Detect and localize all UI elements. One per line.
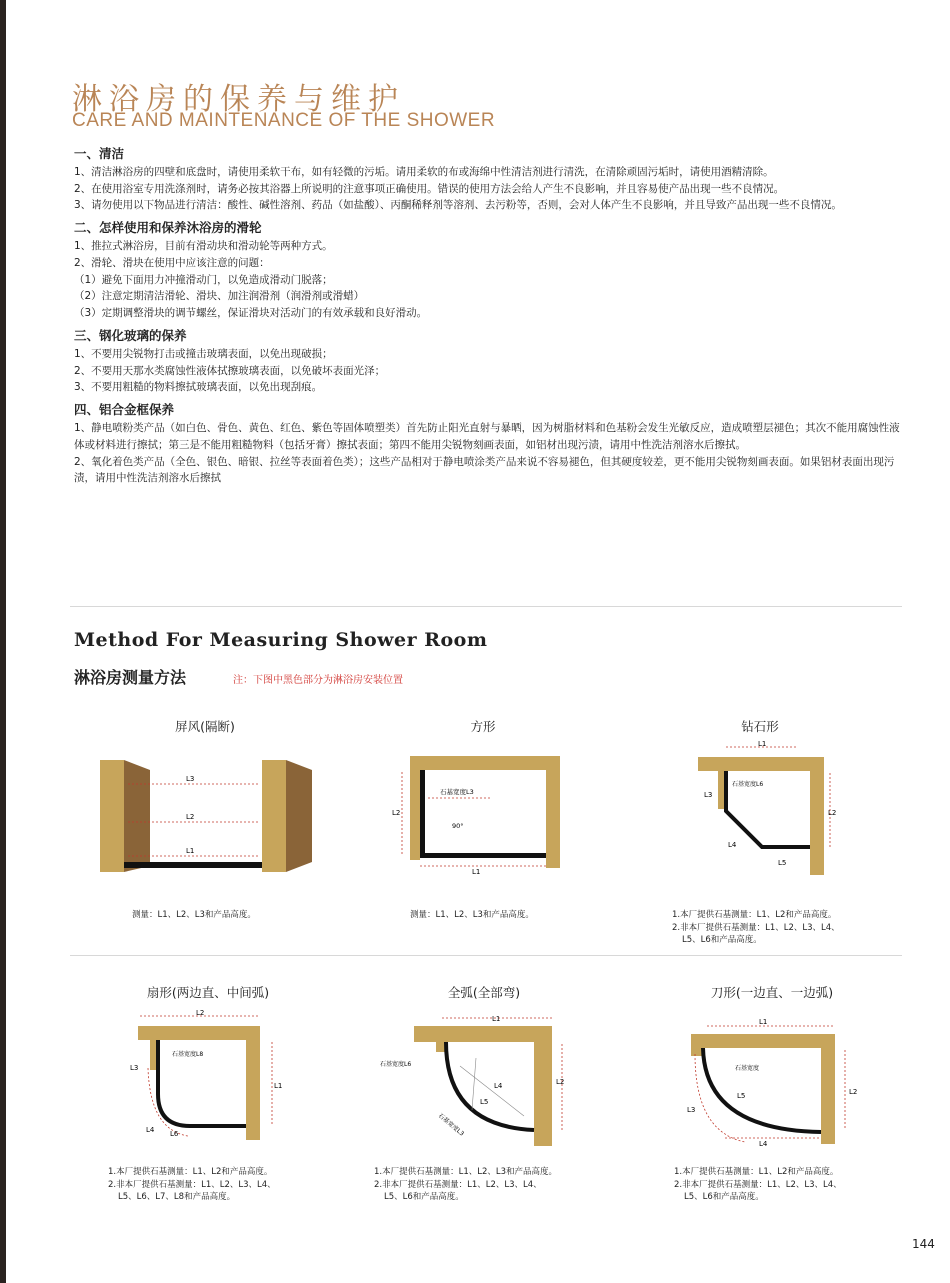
dim-label: L2 (556, 1078, 565, 1086)
dim-label: L3 (704, 791, 713, 799)
paragraph: 1、清洁淋浴房的四壁和底盘时，请使用柔软干布，如有轻微的污垢。请用柔软的布或海绵中性清洁剂进行清洗，在清除顽固污垢时，请使用酒精清除。 (74, 165, 774, 178)
dim-label: L5 (480, 1098, 489, 1106)
paragraph: 3、不要用粗糙的物料擦拭玻璃表面，以免出现刮痕。 (74, 381, 323, 394)
page-title-en: CARE AND MAINTENANCE OF THE SHOWER (72, 110, 496, 131)
care-text-body (74, 140, 900, 487)
caption-line: L5、L6和产品高度。 (682, 935, 762, 945)
diagram-title-diamond: 钻石形 (741, 719, 779, 734)
dim-label: 石基宽度L3 (436, 1112, 466, 1138)
paragraph: 1、推拉式淋浴房，目前有滑动块和滑动轮等两种方式。 (74, 239, 333, 252)
section-heading: 四、铝合金框保养 (74, 402, 175, 418)
caption-line: 1.本厂提供石基测量：L1、L2和产品高度。 (672, 910, 837, 920)
caption-line: 测量：L1、L2、L3和产品高度。 (410, 910, 534, 920)
caption-line: L5、L6和产品高度。 (684, 1192, 764, 1202)
diagram-fan (126, 1006, 286, 1146)
measure-note: 注：下图中黑色部分为淋浴房安装位置 (233, 675, 403, 686)
page-number: 144 (912, 1237, 935, 1251)
diagram-caption (108, 1166, 276, 1204)
dim-label: L1 (186, 847, 195, 855)
dim-label: L1 (758, 740, 767, 748)
diagram-title-square: 方形 (470, 719, 496, 734)
paragraph: 1、不要用尖锐物打击或撞击玻璃表面，以免出现破损； (74, 347, 333, 360)
diagram-screen (98, 752, 318, 878)
dim-label: L1 (472, 868, 481, 876)
dim-label: 90° (452, 822, 464, 830)
diagram-caption (132, 909, 256, 922)
paragraph: （1）避免下面用力冲撞滑动门，以免造成滑动门脱落； (74, 273, 333, 286)
diagram-caption (410, 909, 534, 922)
paragraph: 2、氧化着色类产品（全色、银色、暗银、拉丝等表面着色类）；这些产品相对于静电喷涂类产品来说不容易褪色，但其硬度较差，更不能用尖锐物刻画表面。如果铝材表面出现污渍，请用中性洗洁剂溶水后擦拭 (74, 455, 895, 485)
caption-line: 2.非本厂提供石基测量：L1、L2、L3、L4、 (108, 1179, 276, 1190)
diagram-square (392, 752, 567, 878)
page-title-cn: 淋浴房的保养与维护 (72, 82, 405, 117)
dim-label: L4 (759, 1140, 768, 1148)
caption-line: 2.非本厂提供石基测量：L1、L2、L3、L4、 (674, 1179, 842, 1190)
section-heading: 一、清洁 (74, 146, 125, 161)
caption-line: L5、L6和产品高度。 (384, 1192, 464, 1202)
diagram-title-knife: 刀形(一边直、一边弧) (710, 985, 834, 1000)
dim-label: L1 (274, 1082, 283, 1090)
diagram-title-full-arc: 全弧(全部弯) (447, 985, 521, 1000)
dim-label: 石基宽度L8 (172, 1051, 204, 1058)
paragraph: 2、在使用浴室专用洗涤剂时，请务必按其浴器上所说明的注意事项正确使用。错误的使用方法会给人产生不良影响，并且容易使产品出现一些不良情况。 (74, 182, 785, 195)
diagram-caption (672, 909, 840, 947)
paragraph: （2）注意定期清洁滑轮、滑块、加注润滑剂（润滑剂或滑蜡） (74, 290, 365, 303)
dim-label: 石基宽度 (735, 1065, 760, 1072)
dim-label: L3 (186, 775, 195, 783)
diagram-caption (674, 1166, 842, 1204)
diagram-title-fan: 扇形(两边直、中间弧) (146, 985, 270, 1000)
dim-label: L6 (170, 1130, 179, 1138)
section-heading: 二、怎样使用和保养沐浴房的滑轮 (74, 220, 262, 236)
dim-label: 石基宽度L6 (380, 1061, 412, 1068)
paragraph: 1、静电喷粉类产品（如白色、骨色、黄色、红色、紫色等固体喷塑类）首先防止阳光直射与暴晒，因为树脂材料和色基粉会发生光敏反应，造成喷塑层褪色；其次不能用腐蚀性液体或材料进行擦拭；第三是不能用粗糙物料（包括牙膏）擦拭表面；第四不能用尖锐物刻画表面，如铝材出现污渍，请用中性洗洁剂溶水后擦拭。 (74, 421, 900, 451)
caption-line: 测量：L1、L2、L3和产品高度。 (132, 910, 256, 920)
diagram-full-arc (376, 1006, 576, 1154)
diagram-knife (685, 1014, 860, 1150)
diagram-diamond (688, 737, 838, 883)
dim-label: L2 (849, 1088, 858, 1096)
dim-label: L1 (759, 1018, 768, 1026)
dim-label: L2 (828, 809, 837, 817)
paragraph: （3）定期调整滑块的调节螺丝，保证滑块对活动门的有效承载和良好滑动。 (74, 307, 428, 320)
caption-line: 2.非本厂提供石基测量：L1、L2、L3、L4、 (374, 1179, 542, 1190)
section-heading: 三、钢化玻璃的保养 (74, 327, 187, 343)
dim-label: L2 (196, 1009, 205, 1017)
dim-label: L1 (492, 1015, 501, 1023)
caption-line: 1.本厂提供石基测量：L1、L2和产品高度。 (674, 1167, 839, 1177)
dim-label: L4 (146, 1126, 155, 1134)
dim-label: 石基宽度L3 (440, 788, 474, 796)
dim-label: L5 (737, 1092, 746, 1100)
diagram-caption (374, 1166, 557, 1204)
measure-title-cn: 淋浴房测量方法 (74, 668, 187, 687)
paragraph: 3、请勿使用以下物品进行清洁：酸性、碱性溶剂、药品（如盐酸）、丙酮稀释剂等溶剂、去污粉等，否则，会对人体产生不良影响，并且导致产品出现一些不良情况。 (74, 199, 842, 212)
caption-line: 1.本厂提供石基测量：L1、L2、L3和产品高度。 (374, 1167, 558, 1177)
dim-label: L5 (778, 859, 787, 867)
measure-title-en: Method For Measuring Shower Room (74, 629, 488, 651)
dim-label: L4 (494, 1082, 503, 1090)
dim-label: L3 (130, 1064, 139, 1072)
dim-label: L2 (392, 809, 401, 817)
dim-label: L3 (687, 1106, 696, 1114)
paragraph: 2、不要用天那水类腐蚀性液体拭擦玻璃表面，以免破坏表面光泽； (74, 364, 386, 377)
dim-label: L4 (728, 841, 737, 849)
paragraph: 2、滑轮、滑块在使用中应该注意的问题： (74, 256, 270, 269)
dim-label: 石基宽度L6 (732, 781, 764, 788)
caption-line: L5、L6、L7、L8和产品高度。 (118, 1192, 236, 1202)
caption-line: 1.本厂提供石基测量：L1、L2和产品高度。 (108, 1167, 273, 1177)
section-divider (70, 955, 902, 956)
diagram-title-screen: 屏风(隔断) (175, 719, 235, 734)
section-divider (70, 606, 902, 607)
caption-line: 2.非本厂提供石基测量：L1、L2、L3、L4、 (672, 922, 840, 933)
dim-label: L2 (186, 813, 195, 821)
left-edge-bar (0, 0, 6, 1283)
